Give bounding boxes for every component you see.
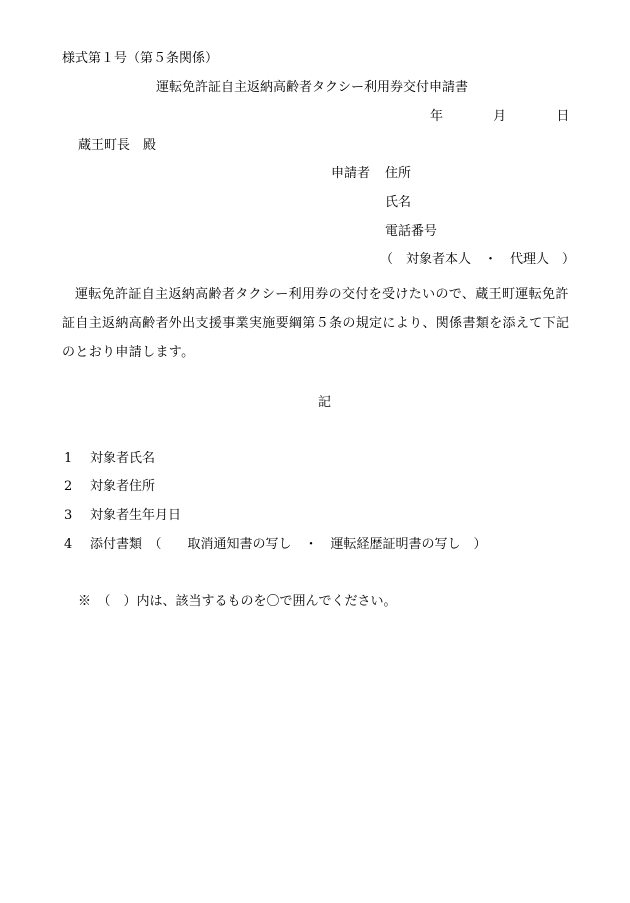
day-label: 日 xyxy=(556,109,570,124)
phone-field-label: 電話番号 xyxy=(385,224,438,239)
list-item xyxy=(64,479,155,495)
list-item xyxy=(64,537,487,553)
address-field-label: 住所 xyxy=(385,166,412,181)
applicant-label: 申請者 xyxy=(331,166,371,181)
note-text: ※ （ ）内は、該当するものを〇で囲んでください。 xyxy=(78,594,397,609)
item-number: 1 xyxy=(64,451,73,466)
ki-heading: 記 xyxy=(318,395,332,410)
date-line xyxy=(430,109,569,125)
year-label: 年 xyxy=(430,109,444,124)
list-item xyxy=(64,508,181,524)
addressee: 蔵王町長 殿 xyxy=(78,138,157,153)
month-label: 月 xyxy=(493,109,507,124)
item-number: 3 xyxy=(64,508,73,523)
name-field-label: 氏名 xyxy=(385,195,412,210)
item-number: 4 xyxy=(64,537,73,552)
document-title: 運転免許証自主返納高齢者タクシー利用券交付申請書 xyxy=(156,80,469,95)
item-label: 対象者生年月日 xyxy=(90,508,182,523)
item-label: 対象者住所 xyxy=(90,479,156,494)
form-number: 様式第１号（第５条関係） xyxy=(62,51,219,66)
applicant-type-choice: （ 対象者本人 ・ 代理人 ） xyxy=(380,252,576,267)
application-body-text: 運転免許証自主返納高齢者タクシー利用券の交付を受けたいので、蔵王町運転免許証自主返納高齢者外出支援事業実施要綱第５条の規定により、関係書類を添えて下記のとおり申請します。 xyxy=(62,287,570,360)
list-item xyxy=(64,451,155,467)
item-label: 対象者氏名 xyxy=(90,451,156,466)
item-number: 2 xyxy=(64,479,73,494)
item-label: 添付書類 （ 取消通知書の写し ・ 運転経歴証明書の写し ） xyxy=(90,537,487,552)
